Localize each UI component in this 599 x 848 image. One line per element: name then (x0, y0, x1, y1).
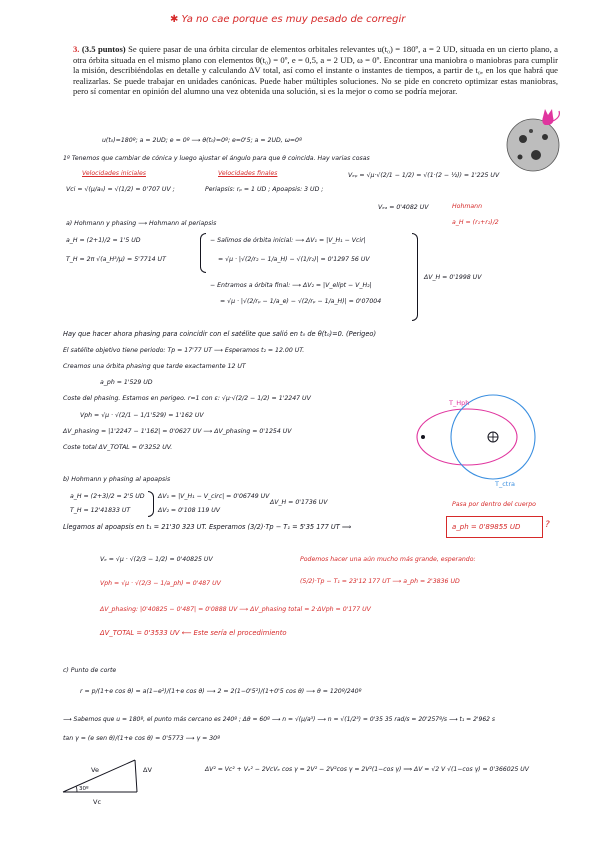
hw-section-a: a) Hohmann y phasing ⟶ Hohmann al periapsis (66, 220, 217, 227)
hw-line-1: u(t₀)=180º; a = 2UD; e = 0º ⟶ θ(t₀)=0º; e=0'5; a = 2UD, ω=0º (102, 137, 302, 144)
velocity-triangle (55, 750, 175, 810)
hw-brace-a (200, 233, 206, 273)
triangle-angle-label: 30º (79, 786, 89, 792)
hw-section-b: b) Hohmann y phasing al apoapsis (63, 476, 171, 483)
hw-line-4c: Vₑₚ = √μ·√(2/1 − 1/2) = √(1·(2 − ½)) = 1'225 UV (348, 172, 500, 179)
hw-line-24: Llegamos al apoapsis en t₁ = 21'30 323 UT. Esperamos (3/2)·Tp − T₁ = 5'35 177 UT ⟹ (63, 523, 352, 531)
hw-line-15: a_ph = 1'529 UD (100, 379, 153, 386)
hw-label-final-velocities: Velocidades finales (218, 170, 278, 177)
hw-line-13: El satélite objetivo tiene periodo: Tp = 17'77 UT ⟶ Esperamos t₂ = 12.00 UT. (63, 347, 305, 354)
hw-line-14: Creamos una órbita phasing que tarde exactamente 12 UT (63, 363, 246, 370)
hw-line-18: ΔV_phasing = |1'2247 − 1'162| = 0'0627 UV ⟶ ΔV_phasing = 0'1254 UV (63, 428, 292, 435)
hw-question-mark: ? (545, 520, 550, 530)
triangle-vc-label: Vc (93, 798, 102, 806)
top-note: ✱ Ya no cae porque es muy pesado de corregir (170, 14, 406, 25)
hw-line-8b: − Salimos de órbita inicial: ⟶ ΔV₁ = |V_H₁ − Vcir| (210, 237, 366, 244)
hw-line-32: tan γ = (e sen θ)/(1+e cos θ) = 0'5773 ⟶ γ = 30º (63, 735, 221, 742)
problem-points: (3.5 puntos) (81, 44, 126, 54)
problem-number: 3. (73, 44, 80, 54)
hw-section-c: c) Punto de corte (63, 667, 117, 674)
hw-line-22a: T_H = 12'41833 UT (70, 507, 131, 514)
hw-line-4a: Vci = √(μ/a₀) = √(1/2) = 0'707 UV ; (66, 186, 175, 193)
orbit-diagram (415, 385, 553, 490)
hw-hohmann-formula: a_H = (r₁+r₂)/2 (452, 219, 499, 226)
problem-text: Se quiere pasar de una órbita circular de elementos orbitales relevantes u(t₀) = 180º, a = 2 UD, situada en un cierto plano, a otra órbita situada en el mismo plano con elementos θ(t₀) = 0º, e = 0,5, a = 2 UD, ω = 0º. Encontrar una maniobra o maniobras para cumplir la misión, describiéndolas en detalle y calculando ΔV total, así como el instante o instantes de tiempos, a partir de t₀, en los que habrá que realizarlas. Se puede trabajar en unidades canónicas. Puede haber múltiples soluciones. No se pide en concreto optimizar estas maniobras, pero sí comentar en opinión del alumno una vez obtenida una solución, si es la mejor o como se podría mejorar. (73, 44, 558, 97)
hw-answer-aph: a_ph = 0'89855 UD (452, 523, 521, 531)
hw-line-26: Vph = √μ · √(2/3 − 1/a_ph) = 0'487 UV (100, 580, 221, 587)
hw-line-12: Hay que hacer ahora phasing para coincidir con el satélite que salió en t₀ de θ(t₀)=0. (Perigeo) (63, 330, 377, 338)
hw-line-8a: a_H = (2+1)/2 = 1'5 UD (66, 237, 141, 244)
hw-line-19: Coste total ΔV_TOTAL = 0'3252 UV. (63, 444, 173, 451)
hw-line-27: ΔV_phasing: |0'40825 − 0'487| = 0'0888 UV ⟶ ΔV_phasing total = 2·ΔVph = 0'177 UV (100, 606, 371, 613)
hw-line-16: Coste del phasing. Estamos en perigeo. r=1 con ε: √μ·√(2/2 − 1/2) = 1'2247 UV (63, 395, 311, 402)
hw-line-25: Vₑ = √μ · √(2/3 − 1/2) = 0'40825 UV (100, 556, 213, 563)
hw-label-initial-velocities: Velocidades iniciales (82, 170, 146, 177)
triangle-ve-label: Ve (91, 766, 99, 774)
hw-line-11: = √μ · |√(2/rₚ − 1/a_e) − √(2/rₚ − 1/a_H)| = 0'07004 (220, 298, 382, 305)
hw-brace-b (148, 491, 154, 517)
hw-line-25r: Podemos hacer una aún mucho más grande, esperando: (300, 556, 476, 563)
hw-line-21c: ΔV_H = 0'1736 UV (270, 499, 328, 506)
hw-line-30: r = p/(1+e cos θ) = a(1−e²)/(1+e cos θ) ⟶ 2 = 2(1−0'5²)/(1+0'5 cos θ) ⟶ θ = 120º/240º (80, 688, 362, 695)
hw-line-4b: Periapsis: rₚ = 1 UD ; Apoapsis: 3 UD ; (205, 186, 324, 193)
hw-line-28: ΔV_TOTAL = 0'3533 UV ⟵ Este sería el procedimiento (100, 629, 287, 637)
triangle-dv-label: ΔV (143, 766, 152, 774)
hw-line-21a: a_H = (2+3)/2 = 2'5 UD (70, 493, 145, 500)
hw-line-33: ΔV² = Vc² + Vₑ² − 2VcVₑ cos γ = 2V² − 2V²cos γ = 2V²(1−cos γ) ⟹ ΔV = √2 V √(1−cos γ) = 0'366025 UV (205, 766, 529, 773)
hw-inside-body-note: Pasa por dentro del cuerpo (452, 501, 536, 508)
problem-statement (73, 44, 558, 97)
diagram-label-top: T_Hph (449, 399, 470, 407)
moon-cat-doodle-icon (505, 103, 567, 175)
hw-line-9b: = √μ · |√(2/r₂ − 1/a_H) − √(1/r₂)| = 0'1297 56 UV (218, 256, 370, 263)
hw-line-5: Vₑₐ = 0'4082 UV (378, 204, 429, 211)
hw-line-17: Vph = √μ · √(2/1 − 1/1'529) = 1'162 UV (80, 412, 204, 419)
hw-hohmann-label: Hohmann (452, 203, 483, 210)
hw-line-2: 1º Tenemos que cambiar de cónica y luego ajustar el ángulo para que θ coincida. Hay varias cosas (63, 155, 370, 162)
hw-line-22b: ΔV₂ = 0'108 119 UV (158, 507, 221, 514)
diagram-label-bottom: T_ctra (495, 480, 515, 488)
hw-line-11b: ΔV_H = 0'1998 UV (424, 274, 482, 281)
hw-line-10: − Entramos a órbita final: ⟶ ΔV₂ = |V_elípt − V_H₂| (210, 282, 372, 289)
hw-line-9a: T_H = 2π √(a_H³/μ) = 5'7714 UT (66, 256, 166, 263)
hw-brace-total (412, 233, 418, 321)
hw-line-21b: ΔV₁ = |V_H₁ − V_circ| = 0'06749 UV (158, 493, 270, 500)
hw-line-31: ⟶ Sabemos que u = 180º, el punto más cercano es 240º ; Δθ = 60º ⟶ n = √(μ/a³) ⟶ n = √(1/2³) = 0'35 35 rad/s = 20'257º/s ⟶ t₁ = 2'962 s (63, 716, 496, 723)
hw-line-26r: (5/2)·Tp − T₁ = 23'12 177 UT ⟶ a_ph = 2'3836 UD (300, 578, 460, 585)
